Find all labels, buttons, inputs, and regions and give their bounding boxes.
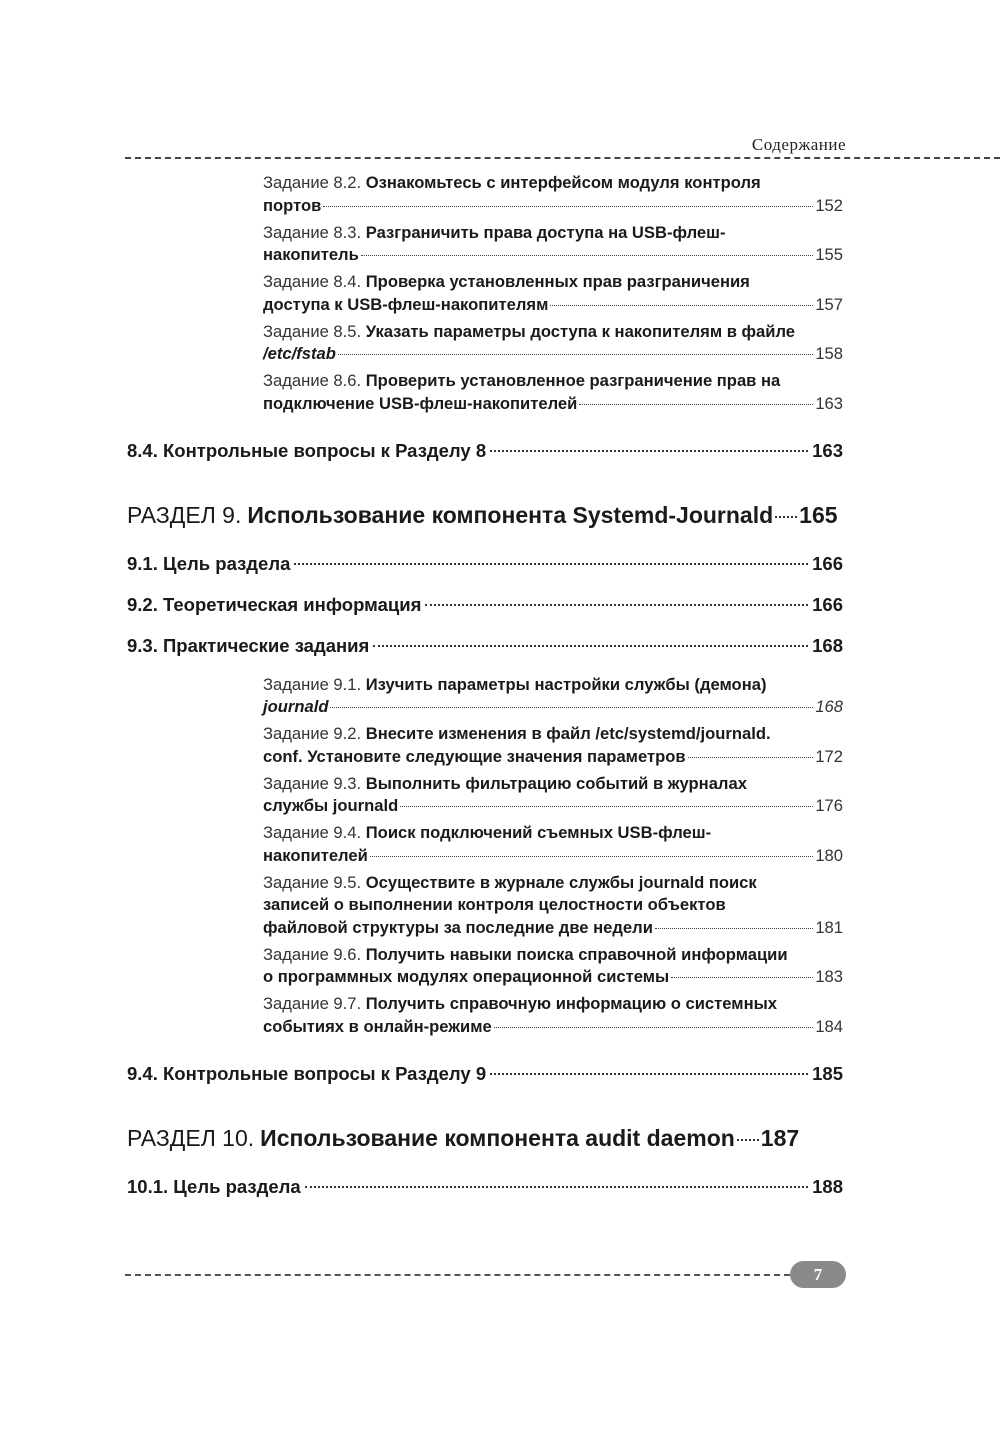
header-divider [125, 157, 1000, 159]
toc-task-entry[interactable]: Задание 8.4. Проверка установленных прав разграничения доступа к USB-флеш-накопителям 157 [263, 271, 843, 316]
page-number: 187 [760, 1124, 800, 1151]
leader-dots [330, 707, 813, 708]
leader-dots [655, 928, 813, 929]
page-number: 157 [815, 294, 843, 314]
leader-dots [294, 563, 808, 565]
leader-dots [400, 806, 813, 807]
toc-task-entry[interactable]: Задание 8.5. Указать параметры доступа к накопителям в файле /etc/fstab 158 [263, 321, 843, 366]
toc-content [127, 172, 843, 1198]
toc-section-9-3[interactable]: 9.3. Практические задания 168 [127, 634, 843, 656]
leader-dots [305, 1186, 808, 1188]
page-number: 168 [812, 634, 843, 656]
page-number: 181 [815, 917, 843, 937]
page-number: 163 [812, 439, 843, 461]
toc-task-entry[interactable]: Задание 9.2. Внесите изменения в файл /etc/systemd/journald. conf. Установите следующие значения параметров 172 [263, 723, 843, 768]
toc-section-9-1[interactable]: 9.1. Цель раздела 166 [127, 552, 843, 574]
task-list-section-9 [127, 674, 843, 1039]
leader-dots [688, 757, 814, 758]
leader-dots [425, 604, 808, 606]
leader-dots [671, 977, 813, 978]
running-head-title: Содержание [751, 135, 846, 154]
leader-dots [737, 1139, 759, 1141]
page-number: 172 [815, 746, 843, 766]
toc-section-9-2[interactable]: 9.2. Теоретическая информация 166 [127, 593, 843, 615]
leader-dots [579, 404, 813, 405]
page-number-badge: 7 [790, 1261, 846, 1288]
task-list-section-8 [127, 172, 843, 415]
footer-divider [125, 1274, 790, 1276]
leader-dots [373, 645, 808, 647]
page-number: 166 [812, 552, 843, 574]
toc-section-8-4[interactable]: 8.4. Контрольные вопросы к Разделу 8 163 [127, 439, 843, 461]
toc-task-entry[interactable]: Задание 8.3. Разграничить права доступа на USB-флеш- накопитель 155 [263, 222, 843, 267]
leader-dots [550, 305, 813, 306]
toc-section-10-1[interactable]: 10.1. Цель раздела 188 [127, 1175, 843, 1197]
toc-task-entry[interactable]: Задание 9.4. Поиск подключений съемных USB-флеш- накопителей 180 [263, 822, 843, 867]
leader-dots [370, 856, 814, 857]
page-number: 158 [815, 344, 843, 363]
page-number: 185 [812, 1062, 843, 1084]
toc-task-entry[interactable]: Задание 9.1. Изучить параметры настройки службы (демона) journald 168 [263, 674, 843, 719]
page-number: 183 [815, 967, 843, 986]
page-number: 184 [815, 1016, 843, 1036]
toc-chapter-9[interactable]: РАЗДЕЛ 9. Использование компонента Systemd-Journald 165 [127, 501, 838, 528]
toc-section-9-4[interactable]: 9.4. Контрольные вопросы к Разделу 9 185 [127, 1062, 843, 1084]
toc-task-entry[interactable]: Задание 9.7. Получить справочную информацию о системных событиях в онлайн-режиме 184 [263, 993, 843, 1038]
leader-dots [490, 1073, 808, 1075]
page-number: 176 [815, 796, 843, 815]
toc-task-entry[interactable]: Задание 8.6. Проверить установленное разграничение прав на подключение USB-флеш-накопителей 163 [263, 370, 843, 415]
leader-dots [490, 450, 808, 452]
leader-dots [494, 1027, 814, 1028]
page-number: 168 [815, 697, 843, 716]
toc-task-entry[interactable]: Задание 9.6. Получить навыки поиска справочной информации о программных модулях операционной системы 183 [263, 944, 843, 989]
leader-dots [323, 206, 813, 207]
page-number: 155 [815, 245, 843, 264]
page-number: 163 [815, 393, 843, 413]
page-number: 152 [815, 195, 843, 215]
page-number: 166 [812, 593, 843, 615]
page-number: 180 [815, 845, 843, 865]
leader-dots [361, 255, 814, 256]
toc-chapter-10[interactable]: РАЗДЕЛ 10. Использование компонента audit daemon 187 [127, 1124, 800, 1151]
leader-dots [775, 516, 797, 518]
leader-dots [338, 354, 813, 355]
toc-task-entry[interactable]: Задание 9.5. Осуществите в журнале службы journald поиск записей о выполнении контроля целостности объектов файловой структуры за последние две недели 181 [263, 872, 843, 940]
page-number: 165 [799, 501, 838, 528]
toc-task-entry[interactable]: Задание 8.2. Ознакомьтесь с интерфейсом модуля контроля портов 152 [263, 172, 843, 217]
toc-task-entry[interactable]: Задание 9.3. Выполнить фильтрацию событий в журналах службы journald 176 [263, 773, 843, 818]
page-number: 188 [812, 1175, 843, 1197]
